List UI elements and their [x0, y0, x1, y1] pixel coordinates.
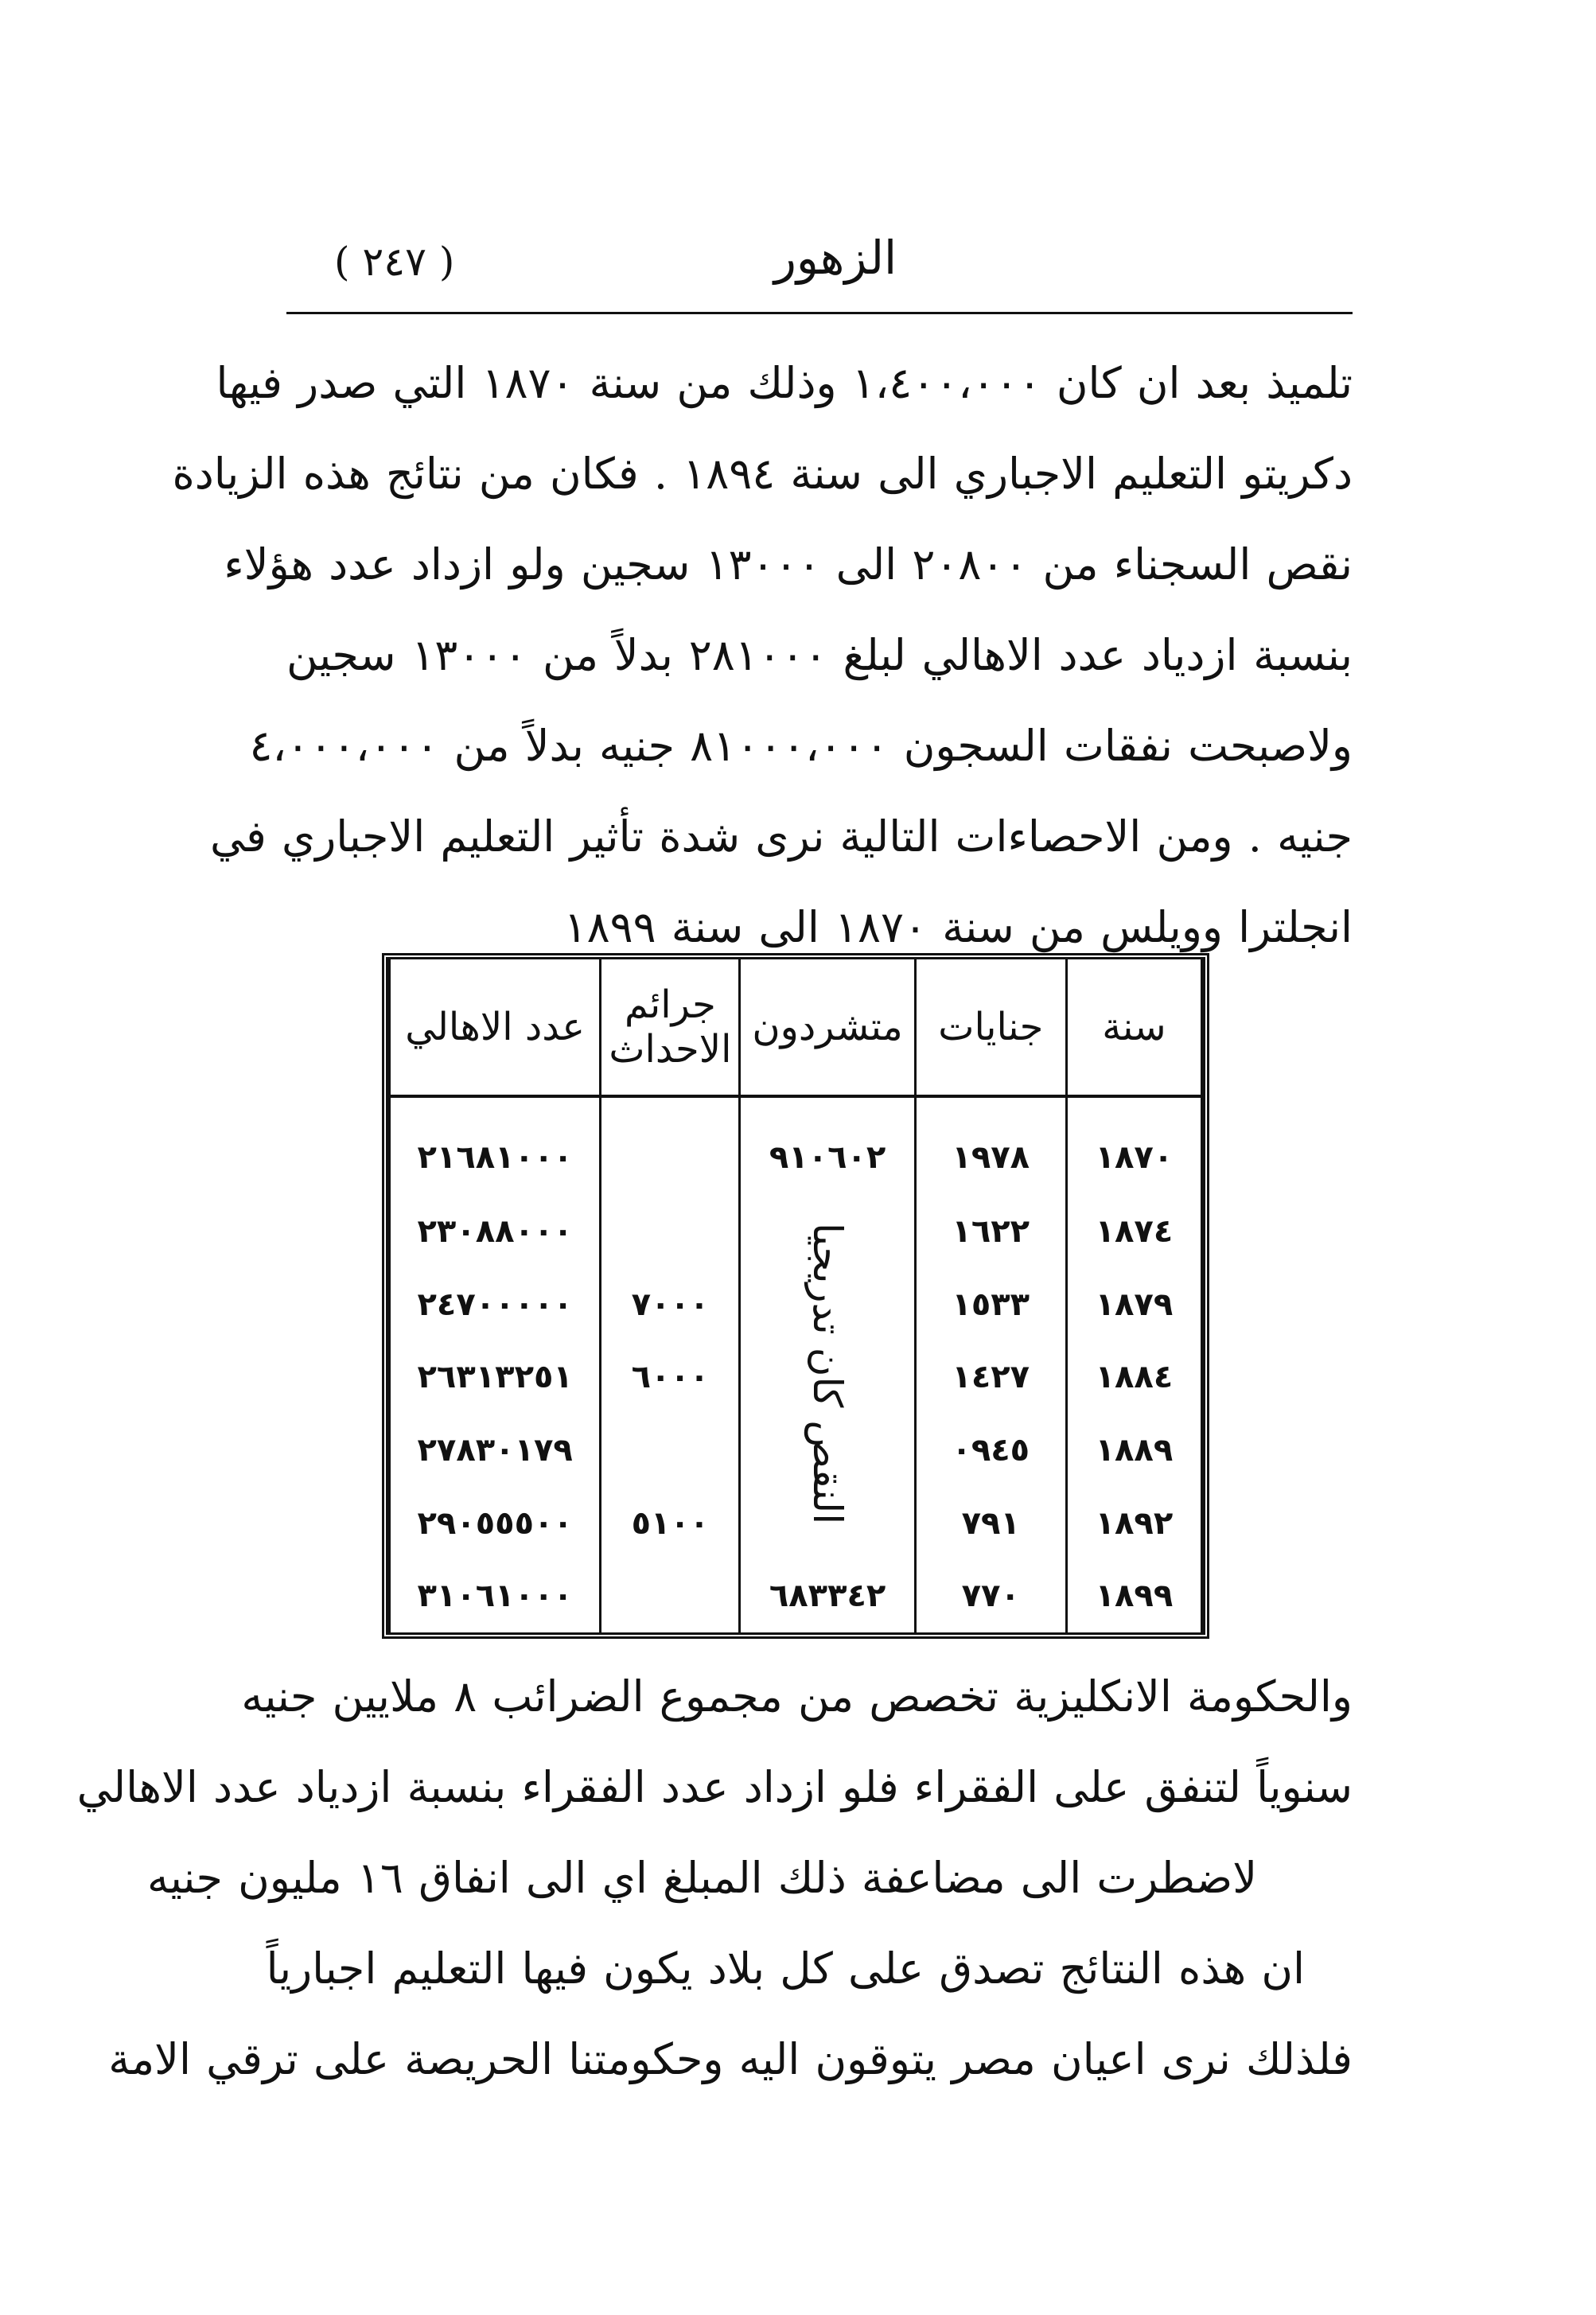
cell-juvenile-crimes: ٦٠٠٠	[601, 1341, 740, 1414]
cell-juvenile-crimes: ٥١٠٠	[601, 1487, 740, 1560]
cell-year: ١٨٨٩	[1066, 1414, 1201, 1487]
cell-crimes: ١٤٢٧	[915, 1341, 1066, 1414]
cell-population: ٢٤٧٠٠٠٠٠	[390, 1268, 601, 1341]
text-line: بنسبة ازدياد عدد الاهالي لبلغ ٢٨١٠٠٠ بدلاً من ١٣٠٠٠ سجين	[286, 630, 1353, 680]
header-rule	[286, 312, 1353, 314]
paragraph-3	[108, 1924, 1353, 2105]
cell-year: ١٨٧٠	[1066, 1096, 1201, 1195]
cell-population: ٢١٦٨١٠٠٠	[390, 1096, 601, 1195]
text-line: لاضطرت الى مضاعفة ذلك المبلغ اي الى انفاق ١٦ مليون جنيه	[146, 1853, 1257, 1903]
cell-crimes: ٧٩١	[915, 1487, 1066, 1560]
paragraph-1	[172, 338, 1353, 973]
text-line: سنوياً لتنفق على الفقراء فلو ازداد عدد الفقراء بنسبة ازدياد عدد الاهالي	[76, 1762, 1353, 1812]
cell-year: ١٨٧٤	[1066, 1195, 1201, 1268]
text-line: ان هذه النتائج تصدق على كل بلاد يكون فيها التعليم اجبارياً	[266, 1943, 1305, 1994]
paragraph-2	[76, 1652, 1353, 1924]
header-juvenile-crimes: جرائم الاحداث	[601, 959, 740, 1096]
cell-population: ٢٧٨٣٠١٧٩	[390, 1414, 601, 1487]
cell-population: ٢٣٠٨٨٠٠٠	[390, 1195, 601, 1268]
text-line: نقص السجناء من ٢٠٨٠٠ الى ١٣٠٠٠ سجين ولو ازداد عدد هؤلاء	[224, 539, 1353, 589]
cell-juvenile-crimes	[601, 1096, 740, 1195]
statistics-table-frame	[382, 953, 1209, 1639]
cell-year: ١٨٧٩	[1066, 1268, 1201, 1341]
cell-year: ١٨٩٩	[1066, 1559, 1201, 1632]
text-line: فلذلك نرى اعيان مصر يتوقون اليه وحكومتنا الحريصة على ترقي الامة	[108, 2034, 1353, 2084]
table-row	[390, 1096, 1202, 1195]
cell-year: ١٨٨٤	[1066, 1341, 1201, 1414]
cell-crimes: ٧٧٠	[915, 1559, 1066, 1632]
cell-vagrants: ٦٨٣٣٤٢	[740, 1559, 915, 1632]
statistics-table	[388, 959, 1203, 1632]
header-crimes: جنايات	[915, 959, 1066, 1096]
cell-crimes: ١٩٧٨	[915, 1096, 1066, 1195]
page-header	[318, 231, 1353, 302]
header-vagrants: متشردون	[740, 959, 915, 1096]
text-line: انجلترا وويلس من سنة ١٨٧٠ الى سنة ١٨٩٩	[563, 902, 1353, 952]
cell-juvenile-crimes	[601, 1195, 740, 1268]
running-title: الزهور	[773, 231, 897, 285]
header-year: سنة	[1066, 959, 1201, 1096]
cell-juvenile-crimes	[601, 1559, 740, 1632]
cell-crimes: ١٥٣٣	[915, 1268, 1066, 1341]
text-line: ولاصبحت نفقات السجون ٨١٠٠٠،٠٠٠ جنيه بدلاً من ٤،٠٠٠،٠٠٠	[249, 721, 1353, 771]
table-row	[390, 1559, 1202, 1632]
text-line: تلميذ بعد ان كان ١،٤٠٠،٠٠٠ وذلك من سنة ١٨٧٠ التي صدر فيها	[216, 358, 1353, 408]
header-population: عدد الاهالي	[390, 959, 601, 1096]
cell-year: ١٨٩٢	[1066, 1487, 1201, 1560]
cell-juvenile-crimes: ٧٠٠٠	[601, 1268, 740, 1341]
table-row	[390, 1195, 1202, 1268]
cell-vagrants: ٩١٠٦٠٢	[740, 1096, 915, 1195]
text-line: دكريتو التعليم الاجباري الى سنة ١٨٩٤ . فكان من نتائج هذه الزيادة	[172, 449, 1353, 499]
cell-population: ٢٦٣١٣٢٥١	[390, 1341, 601, 1414]
cell-population: ٢٩٠٥٥٥٠٠	[390, 1487, 601, 1560]
vagrants-trend-note: النقص كان تدريجيا	[804, 1222, 851, 1524]
text-line: والحكومة الانكليزية تخصص من مجموع الضرائب ٨ ملايين جنيه	[241, 1671, 1353, 1722]
page-number: ( ٢٤٧ )	[334, 239, 455, 285]
table-header-row	[390, 959, 1202, 1096]
cell-crimes: ٠٩٤٥	[915, 1414, 1066, 1487]
cell-crimes: ١٦٢٢	[915, 1195, 1066, 1268]
cell-juvenile-crimes	[601, 1414, 740, 1487]
text-line: جنيه . ومن الاحصاءات التالية نرى شدة تأثير التعليم الاجباري في	[209, 811, 1353, 862]
cell-population: ٣١٠٦١٠٠٠	[390, 1559, 601, 1632]
cell-vagrants-note	[740, 1195, 915, 1559]
